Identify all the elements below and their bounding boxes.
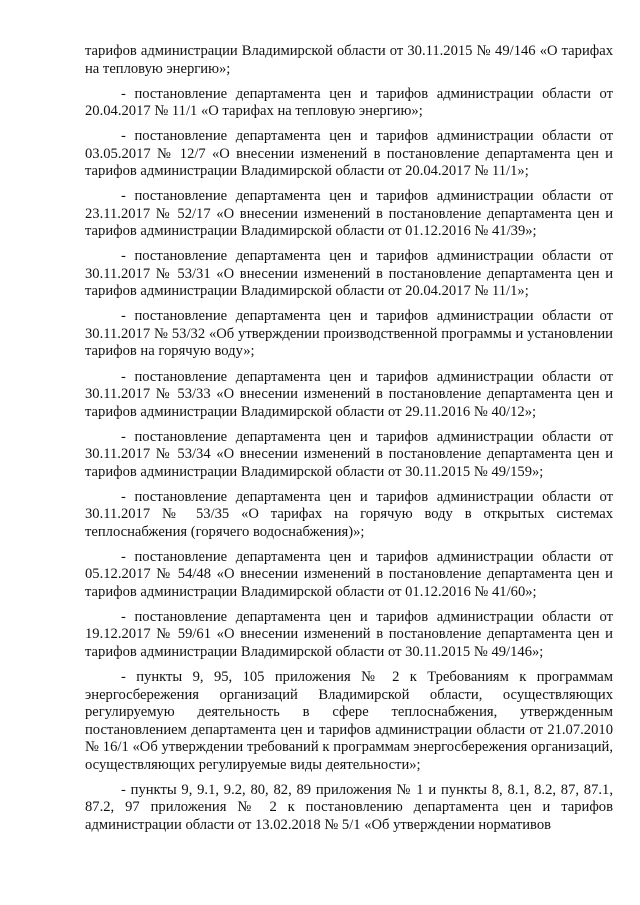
list-item: - постановление департамента цен и тарифов администрации области от 05.12.2017 № 54/48 «О внесении изменений в постановление департамента цен и тарифов администрации Владимирской области от 01.12.2016 № 41/60»; — [85, 548, 613, 600]
list-item: - постановление департамента цен и тарифов администрации области от 30.11.2017 № 53/34 «О внесении изменений в постановление департамента цен и тарифов администрации Владимирской области от 30.11.2015 № 49/159»; — [85, 428, 613, 480]
paragraph-continuation: тарифов администрации Владимирской области от 30.11.2015 № 49/146 «О тарифах на тепловую энергию»; — [85, 43, 613, 77]
list-item: - постановление департамента цен и тарифов администрации области от 20.04.2017 № 11/1 «О тарифах на тепловую энергию»; — [85, 85, 613, 120]
list-item: - пункты 9, 95, 105 приложения № 2 к Требованиям к программам энергосбережения организаций Владимирской области, осуществляющих регулируемую деятельность в сфере теплоснабжения, утвержденным постановлением департамента цен и тарифов администрации области от 21.07.2010 № 16/1 «Об утверждении требований к программам энергосбережения организаций, осуществляющих регулируемые виды деятельности»; — [85, 669, 613, 773]
list-item: - постановление департамента цен и тарифов администрации области от 30.11.2017 № 53/32 «Об утверждении производственной программы и установлении тарифов на горячую воду»; — [85, 308, 613, 360]
document-page — [85, 43, 613, 842]
list-item: - постановление департамента цен и тарифов администрации области от 03.05.2017 № 12/7 «О внесении изменений в постановление департамента цен и тарифов администрации Владимирской области от 20.04.2017 № 11/1»; — [85, 128, 613, 180]
list-item: - постановление департамента цен и тарифов администрации области от 30.11.2017 № 53/33 «О внесении изменений в постановление департамента цен и тарифов администрации Владимирской области от 29.11.2016 № 40/12»; — [85, 368, 613, 420]
list-item: - постановление департамента цен и тарифов администрации области от 30.11.2017 № 53/31 «О внесении изменений в постановление департамента цен и тарифов администрации Владимирской области от 20.04.2017 № 11/1»; — [85, 248, 613, 300]
list-item: - постановление департамента цен и тарифов администрации области от 30.11.2017 № 53/35 «О тарифах на горячую воду в открытых системах теплоснабжения (горячего водоснабжения)»; — [85, 488, 613, 540]
list-item: - пункты 9, 9.1, 9.2, 80, 82, 89 приложения № 1 и пункты 8, 8.1, 8.2, 87, 87.1, 87.2, 97 приложения № 2 к постановлению департамента цен и тарифов администрации области от 13.02.2018 № 5/1 «Об утверждении нормативов — [85, 781, 613, 833]
list-item: - постановление департамента цен и тарифов администрации области от 19.12.2017 № 59/61 «О внесении изменений в постановление департамента цен и тарифов администрации Владимирской области от 30.11.2015 № 49/146»; — [85, 608, 613, 660]
list-item: - постановление департамента цен и тарифов администрации области от 23.11.2017 № 52/17 «О внесении изменений в постановление департамента цен и тарифов администрации Владимирской области от 01.12.2016 № 41/39»; — [85, 188, 613, 240]
